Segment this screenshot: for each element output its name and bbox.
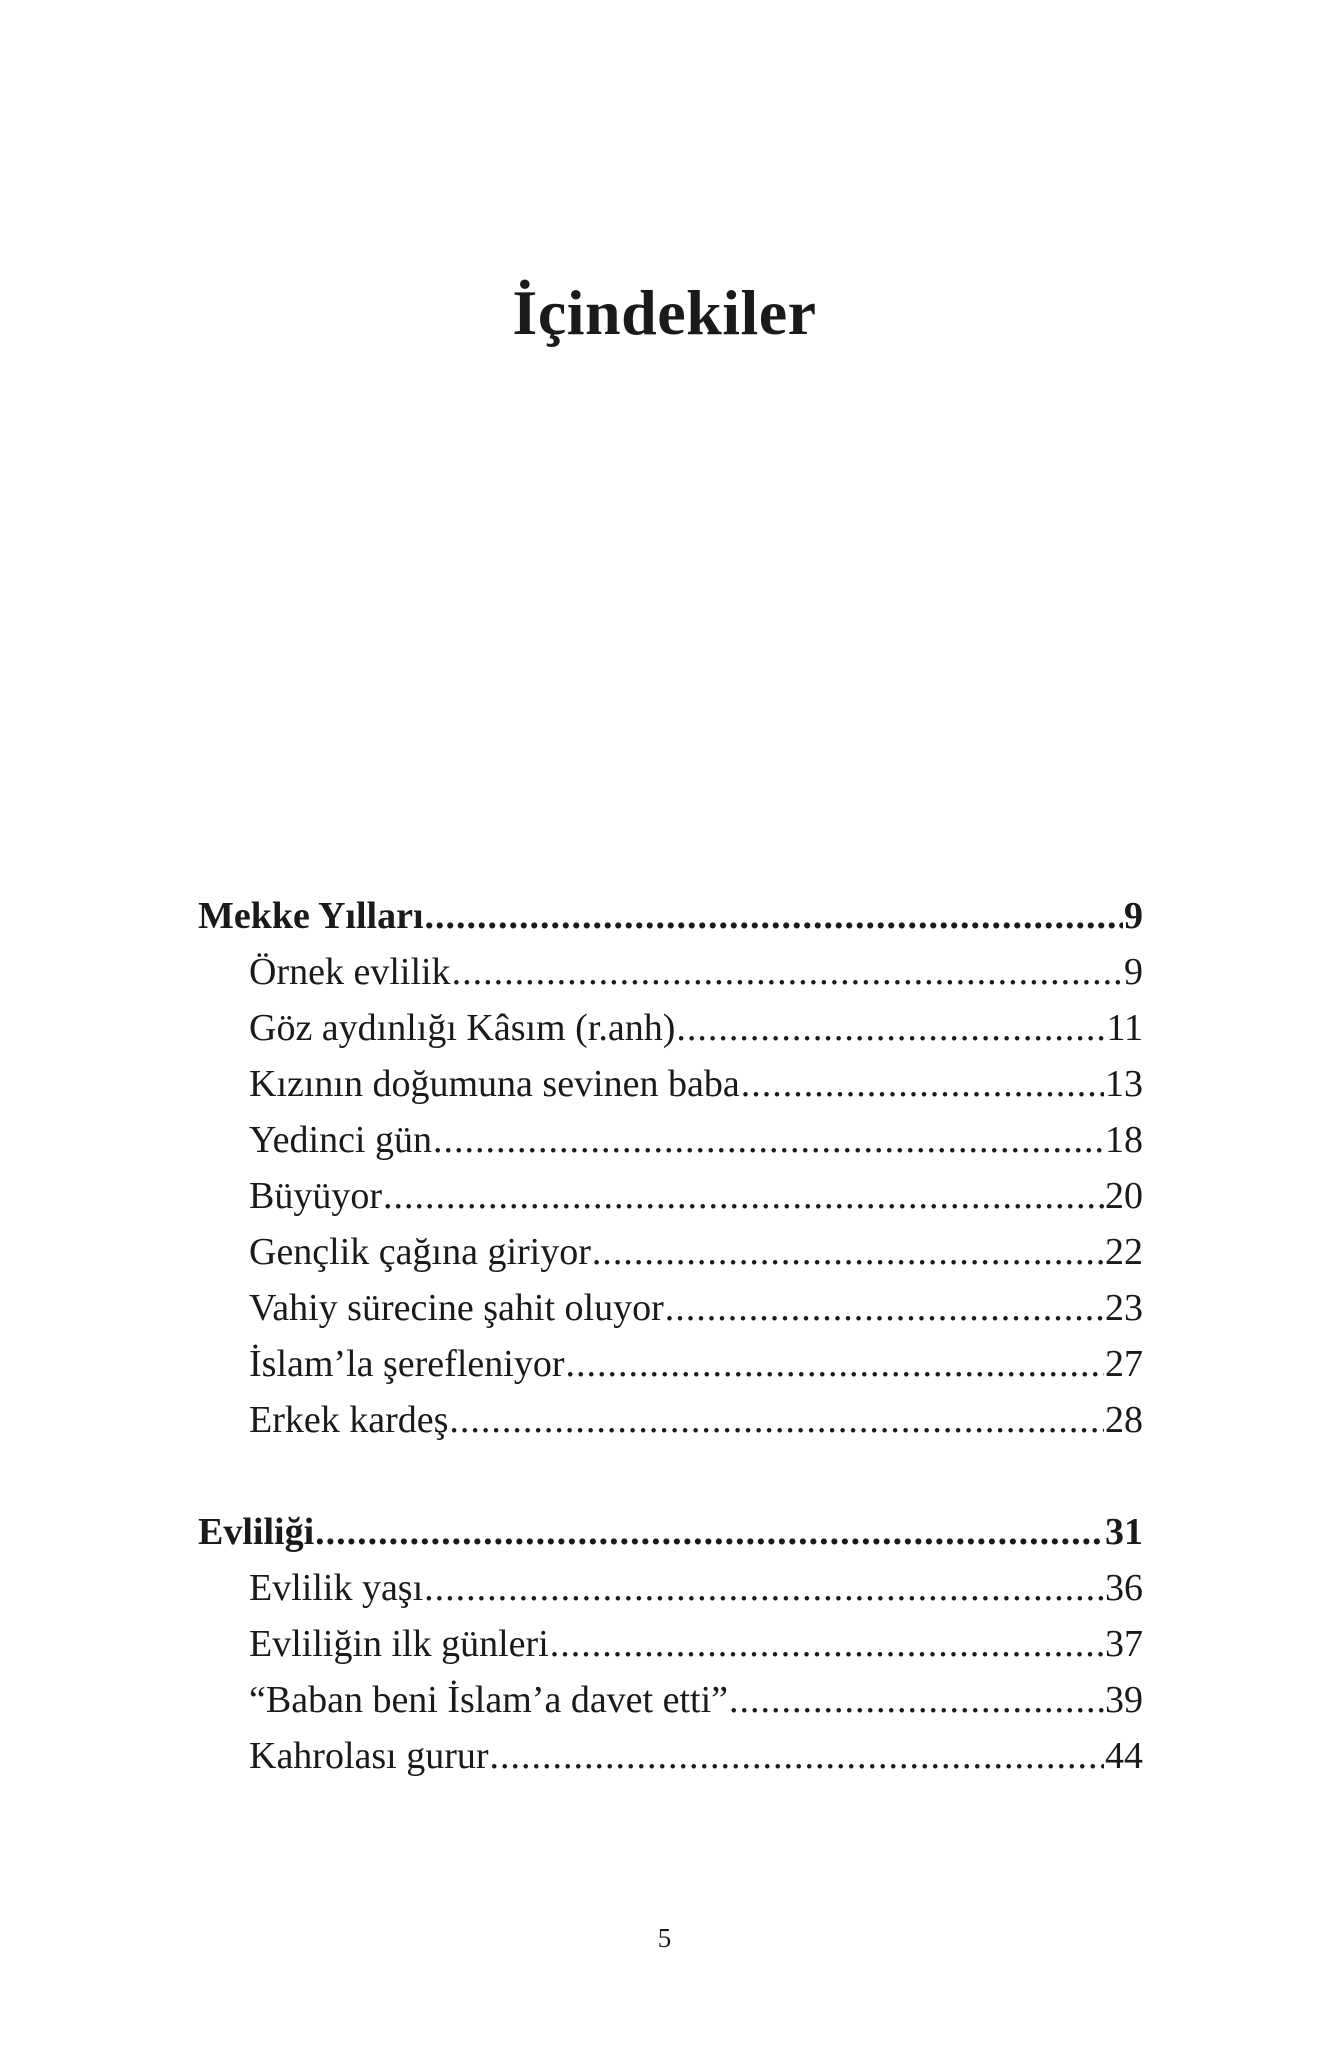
- page-title: İçindekiler: [512, 276, 817, 348]
- dot-leader: [424, 1560, 1104, 1616]
- toc-entry-label: İslam’la şerefleniyor: [249, 1343, 565, 1385]
- toc-entry-page: 13: [1105, 1063, 1143, 1105]
- toc-entry-label: Göz aydınlığı Kâsım (r.anh): [249, 1007, 676, 1049]
- toc-entry-label: “Baban beni İslam’a davet etti”: [249, 1679, 729, 1721]
- dot-leader: [490, 1728, 1104, 1784]
- toc-entry-label: Vahiy sürecine şahit oluyor: [249, 1287, 664, 1329]
- toc-heading: [198, 888, 1143, 944]
- toc-entry-label: Evlilik yaşı: [249, 1567, 424, 1609]
- dot-leader: [433, 1112, 1104, 1168]
- toc-entry: [198, 1056, 1143, 1112]
- dot-leader: [676, 1000, 1105, 1056]
- toc-entry-page: 9: [1124, 951, 1143, 993]
- dot-leader: [425, 888, 1124, 944]
- toc-entry-page: 23: [1105, 1287, 1143, 1329]
- table-of-contents: [198, 888, 1143, 1784]
- toc-entry-label: Yedinci gün: [249, 1119, 432, 1161]
- toc-heading-page: 9: [1124, 895, 1143, 937]
- toc-entry: [198, 1112, 1143, 1168]
- toc-entry-page: 39: [1105, 1679, 1143, 1721]
- dot-leader: [449, 1392, 1104, 1448]
- toc-entry-label: Büyüyor: [249, 1175, 382, 1217]
- dot-leader: [741, 1056, 1104, 1112]
- toc-entry: [198, 1168, 1143, 1224]
- toc-entry: [198, 1616, 1143, 1672]
- toc-entry-label: Evliliğin ilk günleri: [249, 1623, 549, 1665]
- dot-leader: [383, 1168, 1104, 1224]
- dot-leader: [665, 1280, 1104, 1336]
- toc-entry-page: 27: [1105, 1343, 1143, 1385]
- toc-entry: [198, 1224, 1143, 1280]
- dot-leader: [729, 1672, 1104, 1728]
- toc-entry-label: Kızının doğumuna sevinen baba: [249, 1063, 740, 1105]
- toc-entry-label: Erkek kardeş: [249, 1399, 449, 1441]
- toc-entry-page: 37: [1105, 1623, 1143, 1665]
- page-number: 5: [657, 1923, 672, 1953]
- toc-entry-page: 22: [1105, 1231, 1143, 1273]
- dot-leader: [592, 1224, 1104, 1280]
- toc-section-mekke-yillari: [198, 888, 1143, 1448]
- toc-entry-page: 20: [1105, 1175, 1143, 1217]
- toc-entry-label: Gençlik çağına giriyor: [249, 1231, 591, 1273]
- dot-leader: [452, 944, 1123, 1000]
- toc-entry: [198, 1336, 1143, 1392]
- toc-entry: [198, 944, 1143, 1000]
- toc-entry-page: 36: [1105, 1567, 1143, 1609]
- toc-entry-page: 44: [1105, 1735, 1143, 1777]
- toc-entry: [198, 1392, 1143, 1448]
- toc-heading-label: Evliliği: [198, 1511, 315, 1553]
- toc-entry: [198, 1280, 1143, 1336]
- toc-entry: [198, 1560, 1143, 1616]
- toc-heading: [198, 1504, 1143, 1560]
- toc-heading-label: Mekke Yılları: [198, 895, 424, 937]
- dot-leader: [315, 1504, 1104, 1560]
- toc-entry-label: Kahrolası gurur: [249, 1735, 489, 1777]
- toc-entry-page: 28: [1105, 1399, 1143, 1441]
- toc-entry: [198, 1672, 1143, 1728]
- toc-entry-page: 18: [1105, 1119, 1143, 1161]
- toc-entry: [198, 1000, 1143, 1056]
- toc-entry-page: 11: [1106, 1007, 1143, 1049]
- toc-heading-page: 31: [1105, 1511, 1143, 1553]
- dot-leader: [565, 1336, 1104, 1392]
- toc-entry-label: Örnek evlilik: [249, 951, 451, 993]
- dot-leader: [550, 1616, 1104, 1672]
- toc-entry: [198, 1728, 1143, 1784]
- toc-section-evliligi: [198, 1504, 1143, 1784]
